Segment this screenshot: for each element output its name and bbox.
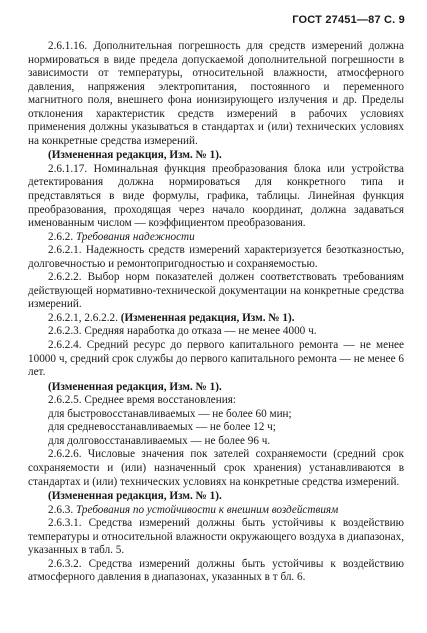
section-title: Требования по устойчивости к внешним воздействиям — [75, 503, 339, 516]
paragraph-2-6-2-3: 2.6.2.3. Средняя наработка до отказа — не менее 4000 ч. — [48, 325, 317, 338]
revision-note: (Измененная редакция, Изм. № 1). — [48, 149, 222, 162]
list-item: для средневосстанавливаемых — не более 12 ч; — [48, 421, 276, 434]
section-title: Требования надежности — [75, 230, 195, 243]
paragraph-2-6-3-1: 2.6.3.1. Средства измерений должны быть устойчивы к воздействию температуры и относительной влажности окружающего воздуха в диапазонах, указанных в табл. 5. — [28, 517, 404, 557]
section-heading-2-6-3 — [28, 504, 404, 518]
section-heading-2-6-2 — [28, 231, 404, 245]
paragraph-2-6-2-4: 2.6.2.4. Средний ресурс до первого капитального ремонта — не менее 10000 ч, средний срок службы до первого капитального ремонта — не менее 6 лет. — [28, 339, 404, 379]
list-item: для долговосстанавливаемых — не более 96 ч. — [48, 434, 271, 447]
paragraph-2-6-2-2: 2.6.2.2. Выбор норм показателей должен соответствовать требованиям действующей нормативно-технической документации на конкретные средства измерений. — [28, 271, 404, 311]
paragraph-2-6-2-6: 2.6.2.6. Числовые значения пок зателей сохраняемости (средний срок сохраняемости и (или) назначенный срок хранения) устанавливаются в стандартах и (или) технических условиях на конкретные средства измерений. — [28, 448, 404, 488]
revision-note-2-6-2 — [28, 312, 404, 326]
paragraph-2-6-2-1: 2.6.2.1. Надежность средств измерений характеризуется безотказностью, долговечностью и ремонтопригодностью и сохраняемостью. — [28, 244, 404, 270]
section-number: 2.6.2. — [48, 230, 76, 243]
paragraph-2-6-1-16: 2.6.1.16. Дополнительная погрешность для средств измерений должна нормироваться в виде предела допускаемой дополнительной погрешности в зависимости от температуры, относительной влажности, атмосферного давления, напряжения электропитания, постоянного и переменного магнитного поля, внешнего фона ионизирующего излучения и др. Пределы отклонения характеристик средств измерений в рабочих условиях применения должны указываться в стандартах и (или) технических условиях на конкретные средства измерений. — [28, 40, 404, 147]
paragraph-2-6-2-5: 2.6.2.5. Среднее время восстановления: — [48, 394, 236, 407]
revision-note: (Измененная редакция, Изм. № 1). — [48, 490, 222, 503]
revision-label: (Измененная редакция, Изм. № 1). — [120, 311, 295, 324]
document-body — [28, 40, 404, 585]
revision-numbers: 2.6.2.1, 2.6.2.2. — [48, 311, 121, 324]
paragraph-2-6-1-17: 2.6.1.17. Номинальная функция преобразования блока или устройства детектирования должна нормироваться для конкретного типа и представляться в виде формулы, графика, таблицы. Линейная функция преобразования, проходящая через начало координат, должна задаваться именованным числом — коэффициентом преобразования. — [28, 162, 404, 230]
list-item: для быстровосстанавливаемых — не более 60 мин; — [48, 407, 292, 420]
paragraph-2-6-3-2: 2.6.3.2. Средства измерений должны быть устойчивы к воздействию атмосферного давления в диапазонах, указанных в т бл. 6. — [28, 557, 404, 584]
section-number: 2.6.3. — [48, 503, 76, 516]
revision-note: (Измененная редакция, Изм. № 1). — [48, 380, 222, 393]
page-header: ГОСТ 27451—87 С. 9 — [292, 14, 405, 26]
